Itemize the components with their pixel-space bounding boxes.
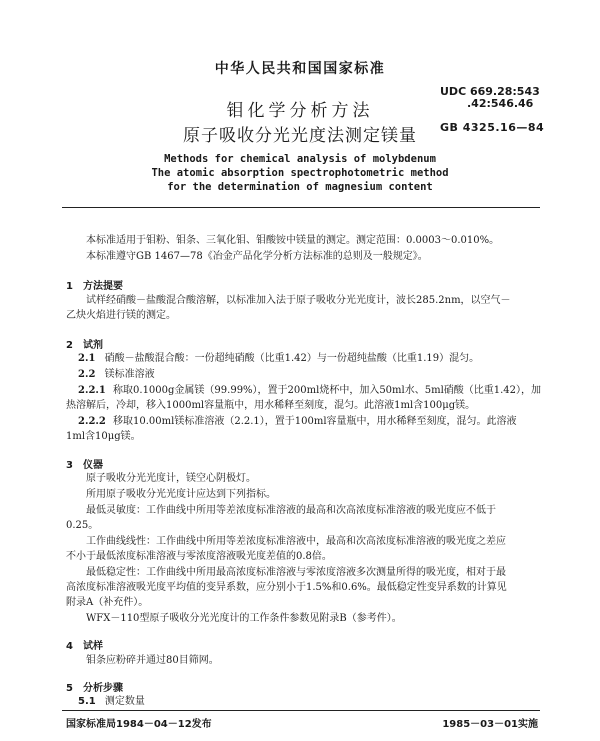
national-standard-heading: 中华人民共和国国家标准 [214,61,386,77]
item-2-2-2-text-2: 1ml含10μg镁。 [66,431,141,442]
section-3-heading: 3 仪器 [66,460,103,471]
item-2-2-text: 镁标准溶液 [104,369,155,380]
title-line-1: 钼化学分析方法 [226,101,374,121]
section-5-heading: 5 分析步骤 [66,683,123,694]
item-2-2 [78,368,155,382]
section-1-text-1: 试样经硝酸－盐酸混合酸溶解，以标准加入法于原子吸收分光光度计，波长285.2nm，以空气－ [86,295,511,306]
udc-line-1: UDC 669.28:543 [440,85,540,98]
section-4-line-1: 钼条应粉碎并通过80目筛网。 [86,655,219,666]
title-line-2: 原子吸收分光光度法测定镁量 [183,126,417,146]
intro-scope: 本标准适用于钼粉、钼条、三氧化钼、钼酸铵中镁量的测定。测定范围：0.0003～0.010%。 [86,235,500,246]
item-2-2-2-text-1: 移取10.00ml镁标准溶液（2.2.1），置于100ml容量瓶中，用水稀释至刻度，混匀。此溶液 [113,416,517,427]
udc-line-2: .42:546.46 [467,97,534,110]
item-2-2-number: 2.2 [78,369,96,380]
section-3-line-6: 不小于最低浓度标准溶液与零浓度溶液吸光度差值的0.8倍。 [66,551,332,562]
item-5-1 [78,695,145,709]
intro-compliance: 本标准遵守GB 1467—78《冶金产品化学分析方法标准的总则及一般规定》。 [86,251,428,262]
item-5-1-number: 5.1 [78,696,96,707]
section-3-line-7: 最低稳定性：工作曲线中所用最高浓度标准溶液与零浓度溶液多次测量所得的吸光度，相对于最 [86,567,506,578]
gb-number: GB 4325.16—84 [440,121,545,134]
section-3-line-4: 0.25。 [66,520,99,531]
section-1-heading: 1 方法提要 [66,281,123,292]
item-2-1-text: 硝酸－盐酸混合酸：一份超纯硝酸（比重1.42）与一份超纯盐酸（比重1.19）混匀。 [104,353,480,364]
section-1-text-2: 乙炔火焰进行镁的测定。 [66,310,176,321]
section-3-line-9: 附录A（补充件）。 [66,597,149,608]
section-3-line-10: WFX－110型原子吸收分光光度计的工作条件参数见附录B（参考件）。 [86,613,402,624]
english-title-line-3: for the determination of magnesium content [167,181,433,193]
header-divider [62,207,540,208]
section-3-line-5: 工作曲线线性：工作曲线中所用等差浓度标准溶液中，最高和次高浓度标准溶液的吸光度之差应 [86,536,506,547]
english-title-line-1: Methods for chemical analysis of molybdenum [164,153,436,165]
section-3-line-1: 原子吸收分光光度计，镁空心阴极灯。 [86,473,256,484]
item-2-1 [78,352,479,366]
section-4-heading: 4 试样 [66,641,103,652]
effective-date: 1985－03－01实施 [442,719,538,730]
item-2-2-1-text-1: 称取0.1000g金属镁（99.99%），置于200ml烧杯中，加入50ml水、5ml硝酸（比重1.42），加 [113,385,542,396]
footer-divider [62,710,540,711]
item-2-2-2-number: 2.2.2 [78,416,106,427]
item-2-2-1 [78,384,541,398]
item-2-2-2 [78,415,517,429]
item-2-2-1-number: 2.2.1 [78,385,106,396]
item-2-1-number: 2.1 [78,353,96,364]
section-3-line-8: 高浓度标准溶液吸光度平均值的变异系数，应分别小于1.5%和0.6%。最低稳定性变异系数的计算见 [66,582,507,593]
section-3-line-3: 最低灵敏度：工作曲线中所用等差浓度标准溶液的最高和次高浓度标准溶液的吸光度应不低于 [86,505,496,516]
section-2-heading: 2 试剂 [66,340,103,351]
english-title-line-2: The atomic absorption spectrophotometric method [151,167,449,179]
item-5-1-text: 测定数量 [104,696,145,707]
item-2-2-1-text-2: 热溶解后，冷却，移入1000ml容量瓶中，用水稀释至刻度，混匀。此溶液1ml含100μg镁。 [66,400,476,411]
section-3-line-2: 所用原子吸收分光光度计应达到下列指标。 [86,489,276,500]
issued-date: 国家标准局1984－04－12发布 [66,719,212,730]
